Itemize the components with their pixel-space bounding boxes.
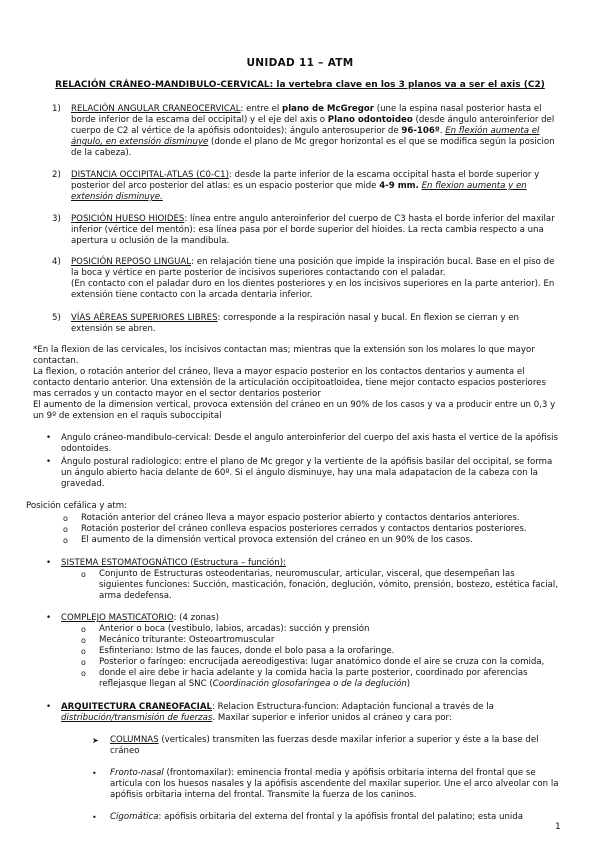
item-bold: 96-106º [401,126,440,136]
item-number: 4) [52,257,61,267]
item-heading: VÍAS AÉREAS SUPERIORES LIBRES [71,313,218,323]
complejo-heading [61,613,561,624]
circle-bullet-icon: o [81,625,86,634]
arquitectura-italic-underline: distribución/transmisión de fuerzas [61,713,213,723]
bullet-icon: • [46,558,52,568]
complejo-fragment: ) [406,679,411,689]
item-bold: plano de McGregor [282,104,374,114]
complejo-fragment: donde el aire debe ir hacia adelante y la comida hacia la parte posterior, coordinado por aferencias reflejasque llegan al SNC ( [99,668,528,689]
bullet-icon: • [92,769,97,778]
item-bold: Plano odontoideo [327,115,413,125]
bullet-icon: • [46,613,52,623]
item-fragment: : en relajación tiene una posición que impide la inspiración bucal. Base en el piso de la boca y vértice en parte posterior de incisivos superiores contactando con el paladar. [71,257,555,278]
item-number: 3) [52,214,61,224]
item-text [71,104,561,159]
note-line: *En la flexion de las cervicales, los incisivos contactan mas; mientras que la extensión son los molares lo que mayor contactan. [33,345,535,366]
item-text [71,313,561,335]
circle-bullet-icon: o [63,525,68,534]
circle-bullet-icon: o [81,570,86,579]
columnas-heading: COLUMNAS [110,735,159,745]
item-heading: POSICIÓN REPOSO LINGUAL [71,257,192,267]
item-fragment: (une la espina nasal posterior hasta el borde inferior de la escama del occipital) y el eje del axis o [71,104,542,125]
item-fragment: : entre el [240,104,283,114]
bullet-icon: • [46,433,52,443]
item-number: 1) [52,104,61,114]
item-text [71,257,561,301]
circle-bullet-icon: o [81,647,86,656]
complejo-count: : (4 zonas) [173,613,219,623]
sistema-item: Conjunto de Estructuras osteodentarias, neuromuscular, articular, visceral, que desempeñan las siguientes funciones: Succión, masticación, fonación, deglución, vómito, prensión, bostezo, estética facial, arma dedefensa. [99,569,559,601]
postura-item: Rotación posterior del cráneo conlleva espacios posteriores cerrados y contactos dentarios posteriores. [81,524,527,534]
arrow-bullet-icon: ➤ [92,736,99,745]
item-fragment: : corresponde a la respiración nasal y bucal. En flexion se cierran y en extensión se abren. [71,313,519,334]
bullet-icon: • [46,702,52,712]
note-line: El aumento de la dimension vertical, provoca extensión del cráneo en un 90% de los casos y va a producir entre un 0,3 y un 9º de extension en el raquis suboccipital [33,400,556,421]
fronto-heading: Fronto-nasal [110,768,164,778]
columnas-text [110,735,561,757]
postura-item: Rotación anterior del cráneo lleva a mayor espacio posterior abierto y contactos dentarios anteriores. [81,513,520,523]
arquitectura-heading: ARQUITECTURA CRANEOFACIAL [61,702,212,712]
section-subtitle: RELACIÓN CRÁNEO-MANDIBULO-CERVICAL: la vertebra clave en los 3 planos va a ser el axis (C2) [55,80,545,90]
item-number: 2) [52,170,61,180]
item-bold: 4-9 mm. [379,181,419,191]
cigo-fragment: : apófisis orbitaria del externa del frontal y la apófisis frontal del palatino; esta unida [158,812,523,822]
fronto-text [110,768,561,801]
postura-item: El aumento de la dimensión vertical provoca extensión del cráneo en un 90% de los casos. [81,535,473,545]
item-italic-underline: En flexión aumenta el ángulo, en extensión disminuye [71,126,540,147]
note-paragraph [33,345,561,422]
page-number: 1 [555,822,561,832]
item-text [71,170,561,203]
bullet-icon: • [92,813,97,822]
item-fragment: (En contacto con el paladar duro en los dientes posteriores y en los incisivos superiores en la parte anterior). En extensión tiene contacto con la arcada dentaria inferior. [71,279,555,300]
item-heading: DISTANCIA OCCIPITAL-ATLAS (C0-C1) [71,170,229,180]
bullet-text: Angulo cráneo-mandibulo-cervical: Desde el angulo anteroinferior del cuerpo del axis hasta el vertice de la apófisis odontoides. [61,433,559,454]
postura-label: Posición cefálica y atm: [26,501,128,511]
circle-bullet-icon: o [63,536,68,545]
item-fragment: : desde la parte inferior de la escama occipital hasta el borde superior y posterior del arco posterior del atlas: es un espacio posterior que mide [71,170,540,191]
circle-bullet-icon: o [63,514,68,523]
bullet-text: Ángulo postural radiologico: entre el plano de Mc gregor y la vertiente de la apófisis basilar del occipital, se forma un ángulo abierto hacia delante de 60º. Si el ángulo disminuye, hay una mala adapatacion de la cabeza con la gravedad. [61,457,553,489]
complejo-item: Esfinteriano: Istmo de las fauces, donde el bolo pasa a la orofaringe. [99,646,395,656]
item-italic-underline: En flexion aumenta y en extensión disminuye. [71,181,527,202]
complejo-item: Posterior o faríngeo: encrucijada aereodigestiva: lugar anatómico donde el aire se cruza con la comida, [99,657,545,667]
arquitectura-fragment: : Relacion Estructura-funcion: Adaptación funcional a través de la [212,702,494,712]
cigo-heading: Cigomática [110,812,159,822]
arquitectura-text [61,702,561,724]
complejo-title: COMPLEJO MASTICATORIO [61,613,174,623]
cigo-text [110,812,540,823]
fronto-fragment: (frontomaxilar): eminencia frontal media y apófisis orbitaria interna del frontal que se articula con los huesos nasales y la apófisis ascendente del maxilar superior. Une el arco alveolar con la apófisis orbitaria interna del frontal. Transmite la fuerza de los caninos. [110,768,559,800]
complejo-item: Mecánico triturante: Osteoartromuscular [99,635,275,645]
item-fragment: . [439,126,443,136]
item-fragment: (desde ángulo anteroinferior del cuerpo de C2 al vértice de la apófisis odontoides): ángulo anterosuperior de [71,115,555,136]
complejo-italic: Coordinación glosofaríngea o de la deglución [212,679,407,689]
bullet-icon: • [46,457,52,467]
item-number: 5) [52,313,61,323]
complejo-item [99,668,561,690]
columnas-fragment: (verticales) transmiten las fuerzas desde maxilar inferior a superior y éste a la base del cráneo [110,735,539,756]
sistema-heading: SISTEMA ESTOMATOGNÁTICO (Estructura – función): [61,558,286,568]
item-heading: POSICIÓN HUESO HIOIDES [71,214,185,224]
item-fragment: (donde el plano de Mc gregor horizontal es el que se modifica según la posicion de la cabeza). [71,137,555,158]
item-fragment: : línea entre angulo anteroinferior del cuerpo de C3 hasta el borde inferior del maxilar inferior (vértice del mentón): esa línea pasa por el borde superior del hioides. La recta cambia respecto a una apertura u oclusión de la mandibula. [71,214,555,246]
page-title: UNIDAD 11 – ATM [246,57,354,69]
note-line: La flexion, o rotación anterior del cráneo, lleva a mayor espacio posterior en los contactos dentarios y aumenta el contacto dentario anterior. Una extensión de la articulación occipitoatloidea, tiene mejor contacto espacios posteriores mas cerrados y un contacto mayor en el sector dentarios posterior [33,367,546,399]
circle-bullet-icon: o [81,658,86,667]
circle-bullet-icon: o [81,669,86,678]
item-heading: RELACIÓN ANGULAR CRANEOCERVICAL [71,104,241,114]
arquitectura-fragment: . Maxilar superior e inferior unidos al cráneo y cara por: [212,713,452,723]
complejo-item: Anterior o boca (vestibulo, labios, arcadas): succión y prensión [99,624,370,634]
item-text [71,214,561,247]
circle-bullet-icon: o [81,636,86,645]
